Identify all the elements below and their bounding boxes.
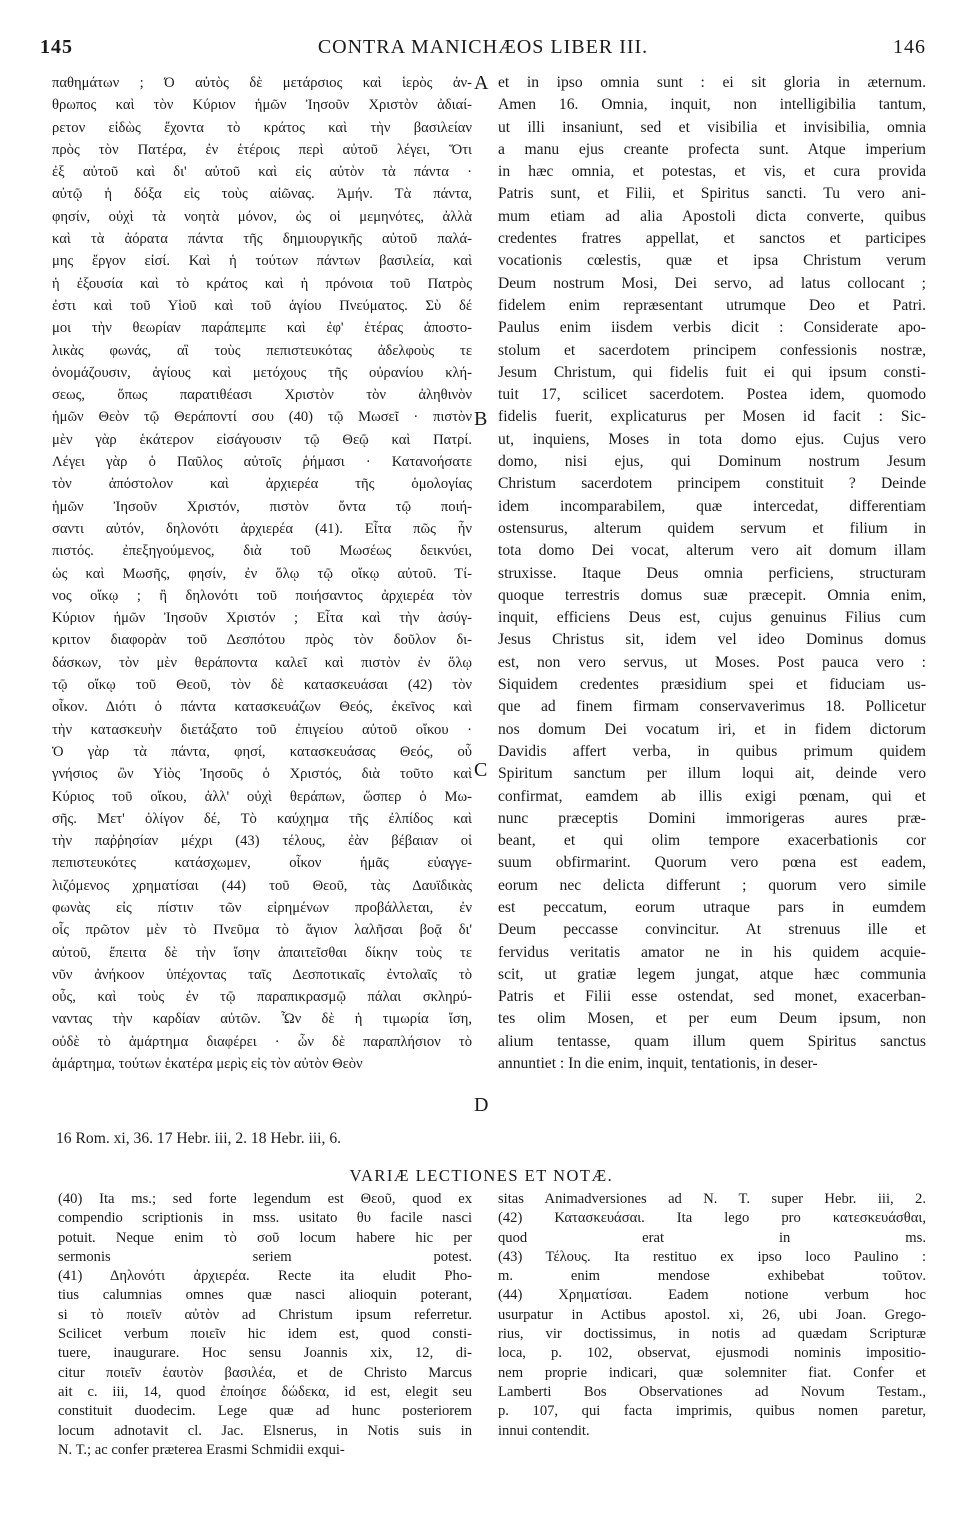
latin-text-line: est peccatum, eorum utraque pars in eumdem xyxy=(498,898,926,916)
latin-text-line: credentes fratres appellat, et sanctos et participes xyxy=(498,230,926,248)
latin-text-line: nos domum Dei vocatum iri, et in fidem dictorum xyxy=(498,720,926,738)
latin-text-line: Jesus Christus sit, idem vel ideo Dominus domus xyxy=(498,631,926,649)
latin-column xyxy=(498,72,926,1075)
latin-text-line: Christum sacerdotem principem constituit ? Deinde xyxy=(498,475,926,493)
margin-letter-a: A xyxy=(474,72,489,94)
latin-text-line: Spiritum sanctum per illum loqui ait, deinde vero xyxy=(498,765,926,783)
latin-text-line: fidelem enim repræsentant utrumque Deo et Patri. xyxy=(498,296,926,314)
greek-text-line: θρωπος καὶ τὸν Κύριον ἡμῶν Ἰησοῦν Χριστὸν ἀδιαί- xyxy=(52,97,472,114)
greek-text-line: φωνὰς εἰς πίστιν τῶν εἰρημένων προβάλλεται, ἐν xyxy=(52,899,472,916)
latin-text-line: tuit 17, scilicet sacerdotem. Postea idem, quomodo xyxy=(498,386,926,404)
greek-text-line: ἐξ αὐτοῦ καὶ δι' αὐτοῦ καὶ εἰς αὐτὸν τὰ πάντα · xyxy=(52,164,472,181)
note-line: ait c. iii, 14, quod ἐποίησε δώδεκα, id est, elegit seu xyxy=(58,1383,472,1400)
latin-text-line: ut illi insaniunt, sed et visibilia et invisibilia, omnia xyxy=(498,118,926,136)
latin-text-line: Amen 16. Omnia, inquit, non intelligibilia tantum, xyxy=(498,96,926,114)
latin-text-line: mum etiam ad alia Apostoli dicta converte, quibus xyxy=(498,207,926,225)
latin-text-line: est, non vero servus, ut Moses. Post pauca vero : xyxy=(498,653,926,671)
note-line: (41) Δηλονότι ἀρχιερέα. Recte ita eludit Pho- xyxy=(58,1268,472,1285)
greek-text-line: τὴν παῤῥησίαν μέχρι (43) τέλους, ἐὰν βέβαιαν οἱ xyxy=(52,833,472,850)
latin-text-line: idem incomparabilem, quæ intercedat, differentiam xyxy=(498,497,926,515)
greek-text-line: ἡμῶν Θεὸν τῷ Θεράποντί σου (40) τῷ Μωσεῖ · πιστὸν xyxy=(52,409,472,426)
latin-text-line: Paulus enim iisdem verbis dicit : Considerate apo- xyxy=(498,319,926,337)
page-number-left: 145 xyxy=(40,36,73,58)
greek-text-line: Λέγει γὰρ ὁ Παῦλος αὐτοῖς ῥήμασι · Κατανοήσατε xyxy=(52,454,472,471)
greek-text-line: τὴν κατασκευὴν διετάξατο τοῦ ἐπιγείου αὐτοῦ οἴκου · xyxy=(52,721,472,738)
note-line: locum adnotavit cl. Jac. Elsnerus, in Notis suis in xyxy=(58,1422,472,1439)
greek-text-line: αὐτῷ ἡ δόξα εἰς τοὺς αἰῶνας. Ἀμήν. Τὰ πάντα, xyxy=(52,186,472,203)
greek-text-line: σῆς. Μετ' ὀλίγον δέ, Τὸ καύχημα τῆς ἐλπίδος καὶ xyxy=(52,810,472,827)
notes-section-title: VARIÆ LECTIONES ET NOTÆ. xyxy=(349,1166,614,1185)
latin-text-line: Patris sunt, et Filii, et Spiritus sancti. Tu vero ani- xyxy=(498,185,926,203)
greek-text-line: μης ἔργον εἰσί. Καὶ ἡ τούτων πάντων βασιλεία, καὶ xyxy=(52,253,472,270)
note-line: tius calumnias omnes quæ nasci alioquin poterant, xyxy=(58,1287,472,1304)
greek-text-line: γνήσιος ὢν Υἱὸς Ἰησοῦς ὁ Χριστός, διὰ τοῦτο καὶ xyxy=(52,766,472,783)
latin-text-line: struxisse. Itaque Deus omnia perficiens, structuram xyxy=(498,564,926,582)
latin-text-line: tota domo Dei vocat, alterum vero ait domum illam xyxy=(498,542,926,560)
note-line: Scilicet verbum ποιεῖν hic idem est, quod consti- xyxy=(58,1326,472,1343)
note-line: si τὸ ποιεῖν αὐτὸν ad Christum ipsum referretur. xyxy=(58,1306,472,1323)
note-line: (43) Τέλους. Ita restituo ex ipso loco Paulino : xyxy=(498,1248,926,1265)
greek-text-line: ἁμάρτημα, τούτων ἑκατέρα μερὶς εἰς τὸν αὐτὸν Θεὸν xyxy=(52,1056,363,1073)
greek-text-line: πρὸς τὸν Πατέρα, ἐν ἑτέροις περὶ αὐτοῦ λέγει, Ὅτι xyxy=(52,141,472,158)
notes-right-column xyxy=(498,1190,926,1441)
latin-text-line: et in ipso omnia sunt : ei sit gloria in æternum. xyxy=(498,74,926,91)
latin-text-line: confirmat, eamdem ab illis exigi pœnam, qui et xyxy=(498,787,926,805)
greek-text-line: τῷ οἴκῳ τοῦ Θεοῦ, τὸν δὲ κατασκευάσαι (42) τὸν xyxy=(52,677,472,694)
note-line: compendio scriptionis in mss. usitato θυ facile nasci xyxy=(58,1210,472,1227)
latin-text-line: nunc præceptis Domini immorigeras aures præ- xyxy=(498,809,926,827)
greek-text-line: λιζόμενος χρηματίσαι (44) τοῦ Θεοῦ, τὰς Δαυϊδικὰς xyxy=(52,877,472,894)
footnotes: 16 Rom. xi, 36. 17 Hebr. iii, 2. 18 Hebr. iii, 6. xyxy=(56,1130,342,1147)
note-line: N. T.; ac confer præterea Erasmi Schmidii exqui- xyxy=(58,1441,345,1458)
latin-text-line: quoque terrestris domus suæ præcepit. Omnia enim, xyxy=(498,586,926,604)
running-title: CONTRA MANICHÆOS LIBER III. xyxy=(317,36,649,58)
greek-text-line: σαντι αὐτόν, δηλονότι ἀρχιερέα (41). Εἶτα πῶς ἦν xyxy=(52,520,472,537)
latin-text-line: Siquidem credentes præsidium spei et fiduciam us- xyxy=(498,676,926,694)
greek-text-line: πιστός. ἐπεξηγούμενος, διὰ τοῦ Μωσέως δεικνύει, xyxy=(52,543,472,560)
latin-text-line: domo, nisi ejus, qui Dominum nostrum Jesum xyxy=(498,453,926,471)
greek-text-line: Κύριον ἡμῶν Ἰησοῦν Χριστόν ; Εἶτα καὶ τὴν ἀσύγ- xyxy=(52,610,472,627)
greek-column xyxy=(52,72,472,1075)
note-line: potuit. Neque enim τὸ σοῦ locum habere hic per xyxy=(58,1229,472,1246)
note-line: (42) Κατασκευάσαι. Ita lego pro κατεσκευάσθαι, xyxy=(498,1210,926,1227)
note-line: sitas Animadversiones ad N. T. super Hebr. iii, 2. xyxy=(498,1191,926,1207)
note-line: p. 107, qui facta imprimis, quibus nomen paretur, xyxy=(498,1403,926,1420)
latin-text-line: vocationis cœlestis, quæ et ipsa Christum verum xyxy=(498,252,926,270)
latin-text-line: inquit, efficiens Deus est, cujus genuinus Filius cum xyxy=(498,609,926,627)
margin-letter-b: B xyxy=(474,408,488,430)
latin-text-line: fervidus veritatis amator ne in his quidem acquie- xyxy=(498,943,926,961)
note-line: usurpatur in Actibus apostol. xi, 26, ubi Joan. Grego- xyxy=(498,1306,926,1323)
greek-text-line: ἡ ἐξουσία καὶ τὸ κράτος καὶ ἡ πρόνοια τοῦ Πατρὸς xyxy=(52,275,472,292)
greek-text-line: ναντας τὴν καρδίαν αὐτῶν. Ὧν δὲ ἡ τιμωρία ἴση, xyxy=(52,1011,472,1028)
greek-text-line: φησίν, οὐχὶ τὰ νοητὰ μόνον, ὡς οἱ μεμηνότες, ἀλλὰ xyxy=(52,208,472,225)
latin-text-line: a manu ejus creante profecta sunt. Atque imperium xyxy=(498,140,926,158)
note-line: quod erat in ms. xyxy=(498,1229,926,1246)
note-line: loca, p. 102, observat, ejusmodi nominis impositio- xyxy=(498,1345,926,1362)
greek-text-line: ὀνομάζουσιν, ἁγίους καὶ μετόχους τῆς οὐρανίου κλή- xyxy=(52,364,472,381)
latin-text-line: ut, inquiens, Moses in tota domo ejus. Cujus vero xyxy=(498,430,926,448)
greek-text-line: ὡς καὶ Μωσῆς, φησίν, ἐν ὅλῳ τῷ οἴκῳ αὐτοῦ. Τί- xyxy=(52,565,472,582)
greek-text-line: οἶκον. Διότι ὁ πάντα κατασκευάζων Θεός, ἐκεῖνος καὶ xyxy=(52,699,472,716)
latin-text-line: stolum et sacerdotem principem confessionis nostræ, xyxy=(498,341,926,359)
greek-text-line: Κύριος τοῦ οἴκου, ἀλλ' οὐχὶ θεράπων, ὥσπερ ὁ Μω- xyxy=(52,788,472,805)
latin-text-line: Jesum Christum, qui fidelis fuit ei qui ipsum consti- xyxy=(498,363,926,381)
note-line: nem proprie indicari, quæ solemniter fiat. Confer et xyxy=(498,1364,926,1381)
note-line: (44) Χρηματίσαι. Eadem notione verbum hoc xyxy=(498,1287,926,1304)
page-header xyxy=(40,36,926,62)
latin-text-line: beant, et qui olim tempore exacerbationis cor xyxy=(498,832,926,850)
greek-text-line: οἷς πρῶτον μὲν τὸ Πνεῦμα τὸ ἅγιον λαλῆσαι βοᾷ δι' xyxy=(52,922,472,939)
greek-text-line: νῦν ἀνήκοον ὑπέχοντας ταῖς Δεσποτικαῖς ἐντολαῖς τὸ xyxy=(52,966,472,983)
greek-text-line: πεπιστευκότες κατάσχωμεν, οἶκον ἡμᾶς εὐαγγε- xyxy=(52,855,472,872)
latin-text-line: annuntiet : In die enim, inquit, tentationis, in deser- xyxy=(498,1055,818,1073)
latin-text-line: que ad finem firmam conservaverimus 18. Pollicetur xyxy=(498,698,926,716)
greek-text-line: τὸν ἀπόστολον καὶ ἀρχιερέα τῆς ὁμολογίας xyxy=(52,476,472,493)
latin-text-line: suum obfirmarint. Quorum vero pœna est eadem, xyxy=(498,854,926,872)
greek-text-line: ρετον εἰδὼς ἔχοντα τὸ κράτος καὶ τὴν βασιλείαν xyxy=(52,119,472,136)
greek-text-line: ἐστι καὶ τοῦ Υἱοῦ καὶ τοῦ ἁγίου Πνεύματος. Σὺ δέ xyxy=(52,297,472,314)
note-line: m. enim mendose exhibebat τοῦτον. xyxy=(498,1268,926,1285)
note-line: constituit duodecim. Lege quæ ad hunc posteriorem xyxy=(58,1403,472,1420)
greek-text-line: καὶ τὰ ἀόρατα πάντα τῆς δημιουργικῆς αὐτοῦ παλά- xyxy=(52,231,472,248)
greek-text-line: μοι τὴν θεωρίαν παράπεμπε καὶ ἐφ' ἑτέρας ἀποστο- xyxy=(52,320,472,337)
greek-text-line: νος οἴκῳ ; ἢ δηλονότι τοῦ ποιήσαντος ἀρχιερέα τὸν xyxy=(52,587,472,604)
note-line: Lamberti Bos Observationes ad Novum Testam., xyxy=(498,1383,926,1400)
greek-text-line: Ὁ γὰρ τὰ πάντα, φησί, κατασκευάσας Θεός, οὗ xyxy=(52,743,472,760)
greek-text-line: κριτον διαφορὰν τοῦ Δεσπότου πρὸς τὸν δοῦλον δι- xyxy=(52,632,472,649)
note-line: citur ποιεῖν ἑαυτὸν βασιλέα, et de Christo Marcus xyxy=(58,1364,472,1381)
latin-text-line: in hæc omnia, et potestas, et vis, et cura provida xyxy=(498,163,926,181)
greek-text-line: δάσκων, τὸν μὲν θεράποντα καλεῖ καὶ πιστὸν ἐν ὅλῳ xyxy=(52,654,472,671)
greek-text-line: οὖς, καὶ τοὺς ἐν τῷ παραπικρασμῷ πάλαι σκληρύ- xyxy=(52,989,472,1006)
latin-text-line: eorum nec delicta differunt ; quorum vero simile xyxy=(498,876,926,894)
margin-letter-c: C xyxy=(474,759,488,781)
note-line: tuere, inaugurare. Hoc sensu Joannis xix, 12, di- xyxy=(58,1345,472,1362)
notes-left-column xyxy=(58,1190,472,1460)
greek-text-line: ἡμῶν Ἰησοῦν Χριστόν, πιστὸν ὄντα τῷ ποιή- xyxy=(52,498,472,515)
latin-text-line: tes olim Mosen, et per eum Deum ipsum, non xyxy=(498,1010,926,1028)
note-line: sermonis seriem potest. xyxy=(58,1248,472,1265)
latin-text-line: Davidis affert verba, in quibus primum quidem xyxy=(498,742,926,760)
latin-text-line: Deum peccasse convincitur. At strenuus ille et xyxy=(498,921,926,939)
page-number-right: 146 xyxy=(893,36,926,58)
greek-text-line: παθημάτων ; Ό αὐτὸς δὲ μετάρσιος καὶ ἱερὸς ἀν- xyxy=(52,75,472,91)
latin-text-line: ostensurus, alterum quidem servum et filium in xyxy=(498,519,926,537)
greek-text-line: σεως, ὅπως παρατιθέασι Χριστὸν τὸν ἀληθινὸν xyxy=(52,387,472,404)
latin-text-line: Patris et Filii esse ostendat, sed monet, exacerban- xyxy=(498,988,926,1006)
latin-text-line: scit, ut gratiæ legem jungat, atque hæc communia xyxy=(498,965,926,983)
latin-text-line: alium tentasse, quam illum quem Spiritus sanctus xyxy=(498,1032,926,1050)
latin-text-line: fidelis fuerit, explicaturus per Mosen id facit : Sic- xyxy=(498,408,926,426)
note-line: (40) Ita ms.; sed forte legendum est Θεοῦ, quod ex xyxy=(58,1191,472,1207)
greek-text-line: μὲν γὰρ ἑκάτερον εἰσάγουσιν τῷ Θεῷ καὶ Πατρί. xyxy=(52,431,472,448)
note-line: innui contendit. xyxy=(498,1422,590,1439)
note-line: rius, vir doctissimus, in notis ad quædam Scripturæ xyxy=(498,1326,926,1343)
greek-text-line: οὐδὲ τὸ ἁμάρτημα διαφέρει · ὧν δὲ παραπλήσιον τὸ xyxy=(52,1033,472,1050)
greek-text-line: αὐτοῦ, ἔπειτα δὲ τὴν ἴσην ἀπαιτεῖσθαι δίκην τοὺς τε xyxy=(52,944,472,961)
latin-text-line: Deum nostrum Mosi, Dei servo, ad latus collocant ; xyxy=(498,274,926,292)
margin-letter-d: D xyxy=(474,1094,489,1116)
greek-text-line: λικὰς φωνάς, αἳ τοὺς πεπιστευκότας ἀδελφοὺς τε xyxy=(52,342,472,359)
